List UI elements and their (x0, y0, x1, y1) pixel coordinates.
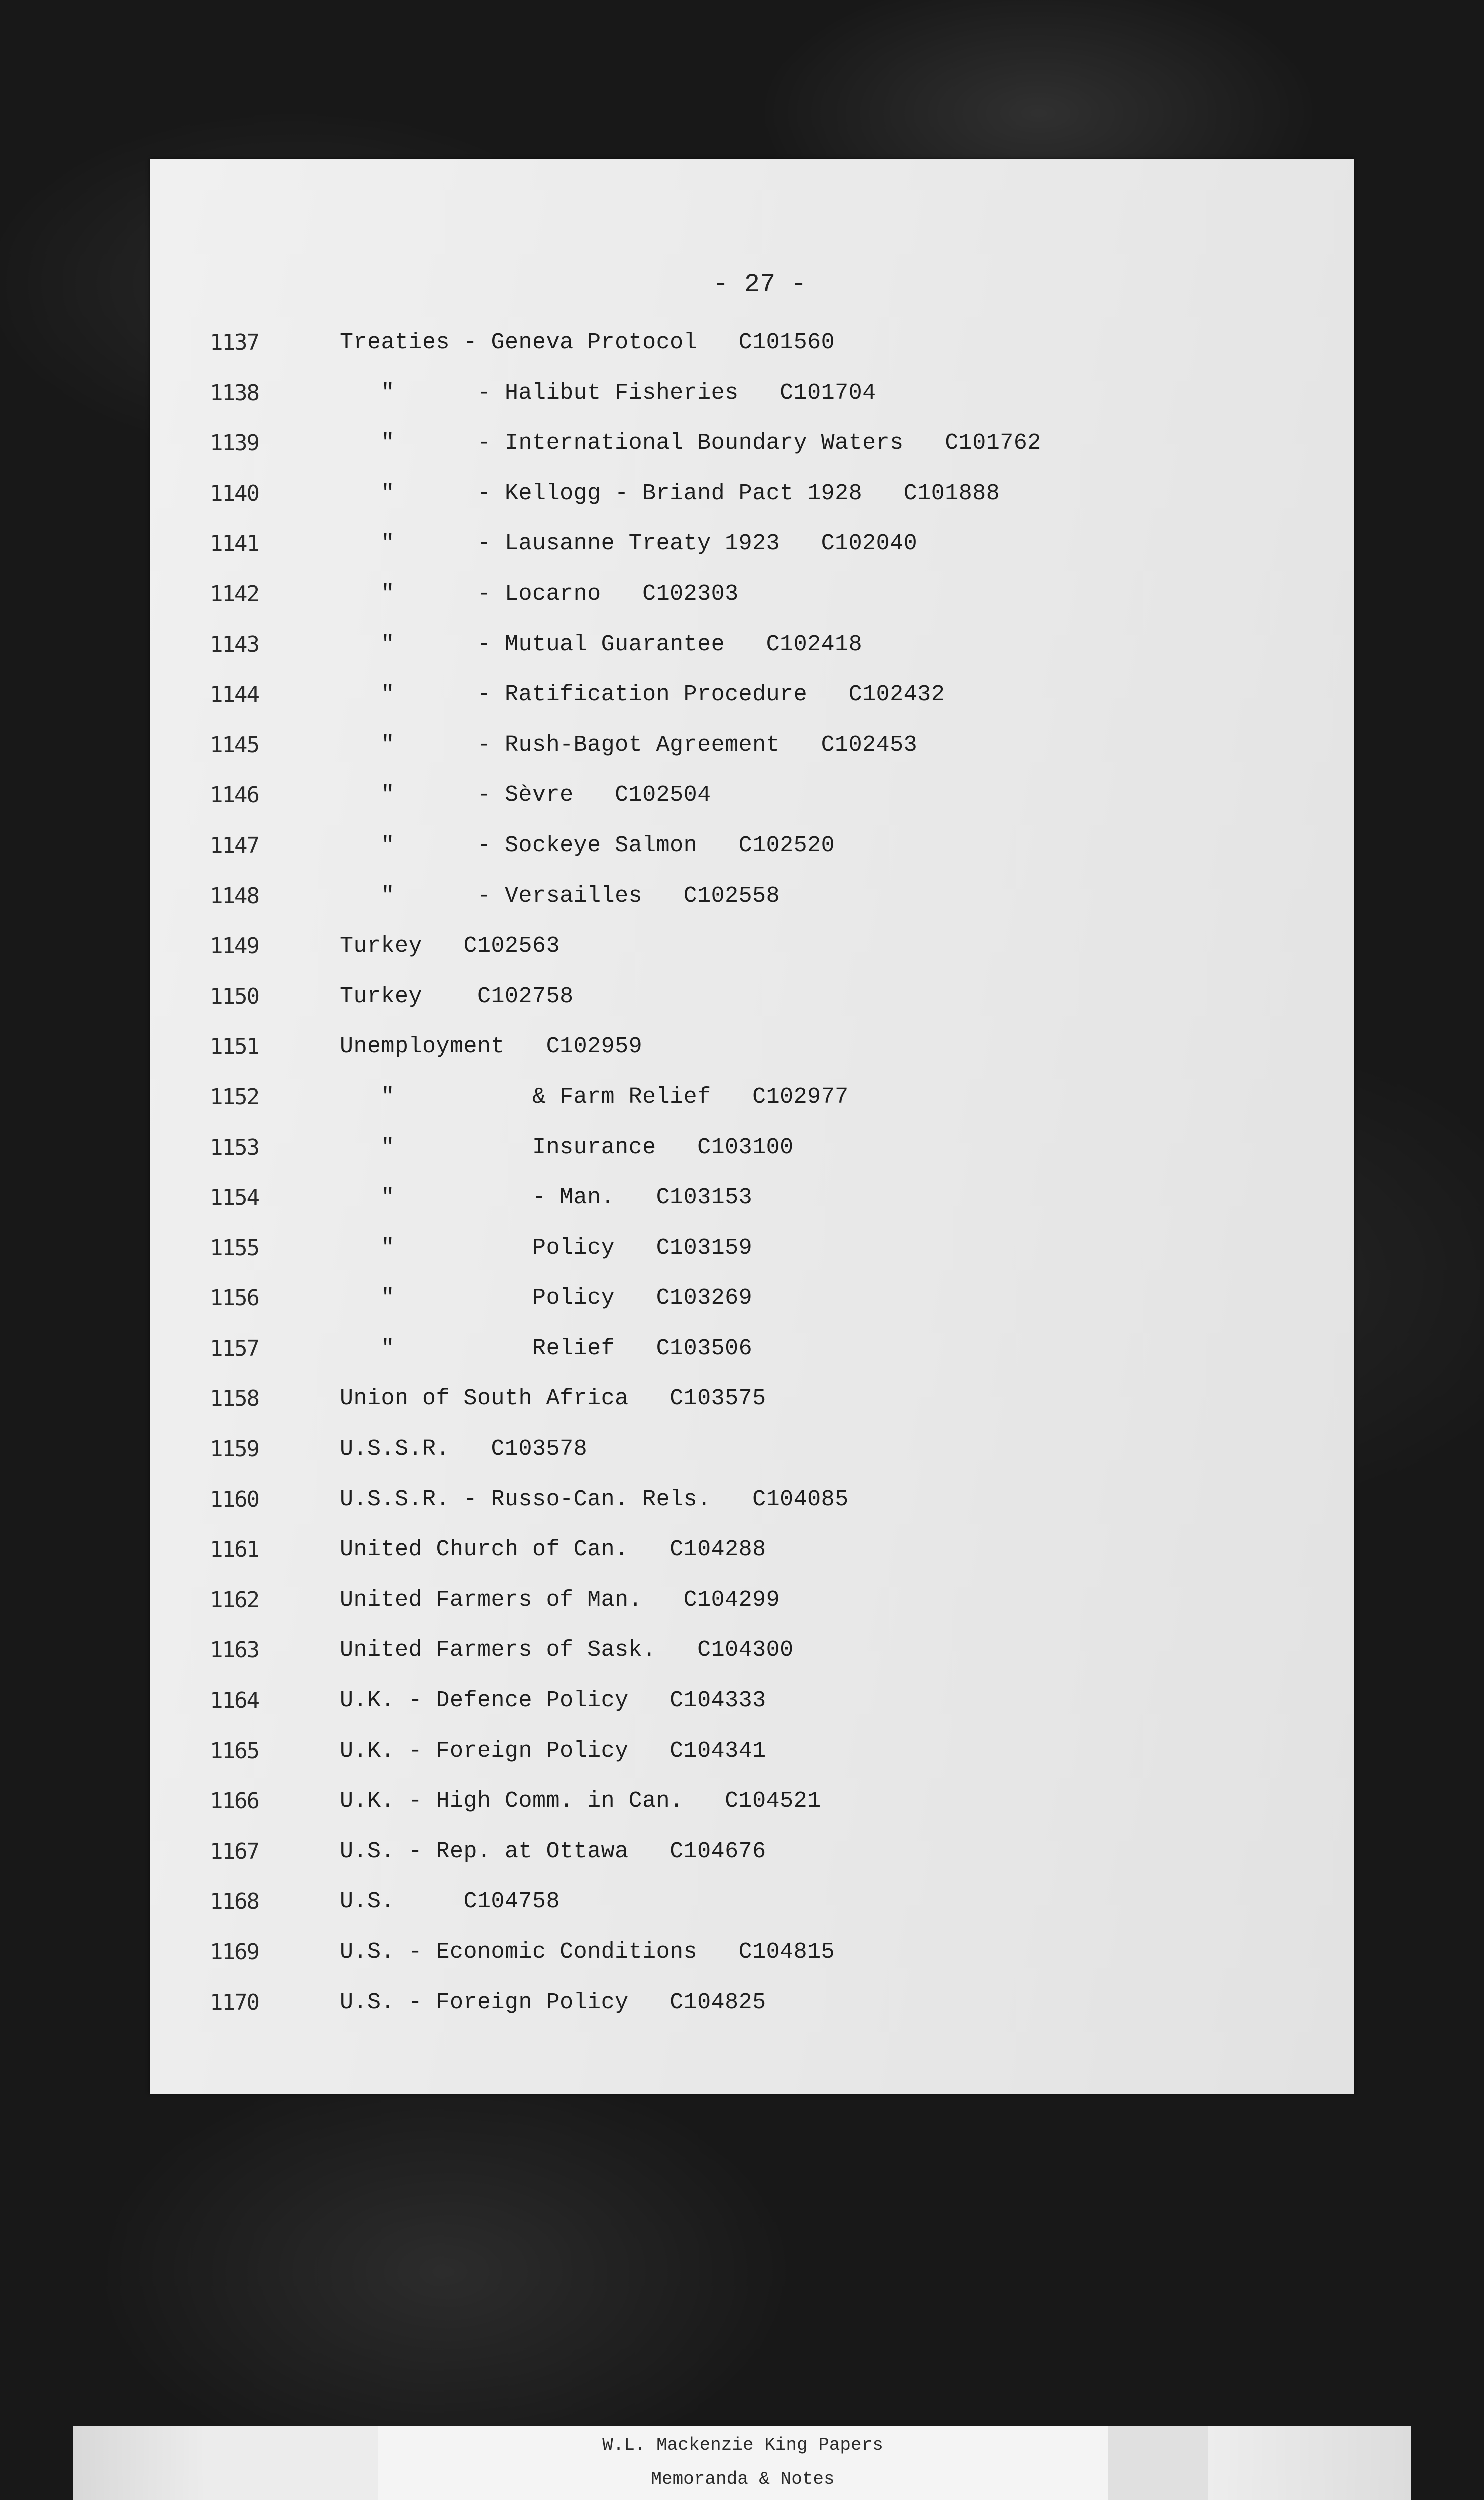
entry-row (150, 1173, 1354, 1224)
collection-strip (378, 2426, 1108, 2500)
collection-name: W.L. Mackenzie King Papers (602, 2435, 884, 2456)
entry-text: " - Mutual Guarantee C102418 (340, 632, 863, 658)
entry-text: " - Versailles C102558 (340, 883, 780, 909)
entry-row (150, 1424, 1354, 1475)
entry-text: U.S. C104758 (340, 1889, 560, 1915)
entry-text: U.S. - Foreign Policy C104825 (340, 1990, 766, 2016)
entry-text: " - Ratification Procedure C102432 (340, 682, 946, 708)
entry-text: " Policy C103159 (340, 1235, 753, 1261)
entry-row (150, 519, 1354, 570)
entry-text: United Farmers of Man. C104299 (340, 1587, 780, 1613)
entry-text: U.K. - Foreign Policy C104341 (340, 1738, 766, 1764)
entry-text: " - Rush-Bagot Agreement C102453 (340, 732, 918, 758)
entry-row (150, 1827, 1354, 1878)
entry-number: 1140 (210, 480, 259, 506)
entry-number: 1168 (210, 1889, 259, 1915)
entry-number: 1154 (210, 1185, 259, 1211)
entry-row (150, 1224, 1354, 1274)
entry-text: Unemployment C102959 (340, 1034, 643, 1060)
entry-text: United Church of Can. C104288 (340, 1537, 766, 1563)
entry-text: U.S. - Economic Conditions C104815 (340, 1940, 836, 1965)
entry-number: 1170 (210, 1990, 259, 2016)
entry-text: " Insurance C103100 (340, 1134, 794, 1160)
entry-row (150, 670, 1354, 720)
entry-text: U.S.S.R. C103578 (340, 1436, 588, 1462)
entry-row (150, 1676, 1354, 1726)
entry-row (150, 1123, 1354, 1174)
entry-number: 1158 (210, 1386, 259, 1412)
entry-row (150, 1374, 1354, 1424)
entry-row (150, 922, 1354, 972)
entry-number: 1153 (210, 1134, 259, 1160)
entry-number: 1156 (210, 1286, 259, 1312)
entry-number: 1148 (210, 883, 259, 909)
entry-number: 1167 (210, 1838, 259, 1864)
entry-number: 1146 (210, 782, 259, 808)
entry-number: 1139 (210, 430, 259, 456)
entry-text: " - Sèvre C102504 (340, 782, 712, 808)
entry-row (150, 1525, 1354, 1576)
entry-text: U.S. - Rep. at Ottawa C104676 (340, 1838, 766, 1864)
strip-end (1108, 2426, 1208, 2500)
entry-number: 1165 (210, 1738, 259, 1764)
entry-row (150, 318, 1354, 368)
entry-number: 1137 (210, 330, 259, 356)
entry-row (150, 1576, 1354, 1626)
entry-row (150, 1776, 1354, 1827)
entry-row (150, 872, 1354, 922)
entry-text: U.K. - Defence Policy C104333 (340, 1688, 766, 1714)
entry-text: " - Kellogg - Briand Pact 1928 C101888 (340, 480, 1000, 506)
entry-number: 1164 (210, 1688, 259, 1714)
entry-number: 1151 (210, 1034, 259, 1060)
entry-text: U.S.S.R. - Russo-Can. Rels. C104085 (340, 1486, 849, 1512)
entry-text: U.K. - High Comm. in Can. C104521 (340, 1788, 822, 1814)
page-number: - 27 - (713, 270, 807, 300)
entry-row (150, 368, 1354, 419)
entry-row (150, 1324, 1354, 1374)
entry-number: 1159 (210, 1436, 259, 1462)
entry-number: 1160 (210, 1486, 259, 1512)
series-name: Memoranda & Notes (651, 2469, 835, 2490)
document-page (150, 159, 1354, 2094)
entry-row (150, 1877, 1354, 1928)
entry-row (150, 1928, 1354, 1978)
entry-number: 1163 (210, 1638, 259, 1664)
entry-list (150, 318, 1354, 2028)
entry-text: " - Man. C103153 (340, 1185, 753, 1211)
entry-number: 1143 (210, 632, 259, 658)
entry-number: 1166 (210, 1788, 259, 1814)
entry-number: 1152 (210, 1084, 259, 1110)
entry-row (150, 972, 1354, 1022)
entry-row (150, 770, 1354, 821)
entry-text: " Policy C103269 (340, 1286, 753, 1312)
entry-number: 1161 (210, 1537, 259, 1563)
entry-row (150, 1726, 1354, 1777)
entry-row (150, 418, 1354, 469)
entry-text: United Farmers of Sask. C104300 (340, 1638, 794, 1664)
entry-text: " - Sockeye Salmon C102520 (340, 832, 836, 858)
entry-number: 1162 (210, 1587, 259, 1613)
entry-row (150, 1072, 1354, 1123)
entry-row (150, 1274, 1354, 1324)
entry-row (150, 469, 1354, 520)
entry-row (150, 570, 1354, 620)
entry-number: 1157 (210, 1336, 259, 1362)
entry-row (150, 1978, 1354, 2028)
entry-number: 1141 (210, 531, 259, 557)
entry-number: 1145 (210, 732, 259, 758)
entry-text: Turkey C102563 (340, 934, 560, 960)
entry-text: " - Locarno C102303 (340, 581, 739, 607)
entry-text: " & Farm Relief C102977 (340, 1084, 849, 1110)
entry-number: 1169 (210, 1940, 259, 1965)
archive-label-card (73, 2426, 1411, 2500)
entry-number: 1144 (210, 682, 259, 708)
entry-number: 1149 (210, 934, 259, 960)
entry-number: 1150 (210, 984, 259, 1010)
entry-text: Union of South Africa C103575 (340, 1386, 766, 1412)
entry-row (150, 821, 1354, 872)
entry-text: " Relief C103506 (340, 1336, 753, 1362)
entry-number: 1147 (210, 832, 259, 858)
entry-number: 1142 (210, 581, 259, 607)
entry-row (150, 1475, 1354, 1526)
entry-number: 1138 (210, 380, 259, 406)
entry-row (150, 1626, 1354, 1676)
entry-text: " - Halibut Fisheries C101704 (340, 380, 876, 406)
entry-row (150, 720, 1354, 771)
entry-row (150, 620, 1354, 670)
entry-number: 1155 (210, 1235, 259, 1261)
entry-text: Treaties - Geneva Protocol C101560 (340, 330, 836, 356)
entry-text: " - International Boundary Waters C101762 (340, 430, 1042, 456)
entry-text: " - Lausanne Treaty 1923 C102040 (340, 531, 918, 557)
entry-text: Turkey C102758 (340, 984, 574, 1010)
entry-row (150, 1022, 1354, 1072)
